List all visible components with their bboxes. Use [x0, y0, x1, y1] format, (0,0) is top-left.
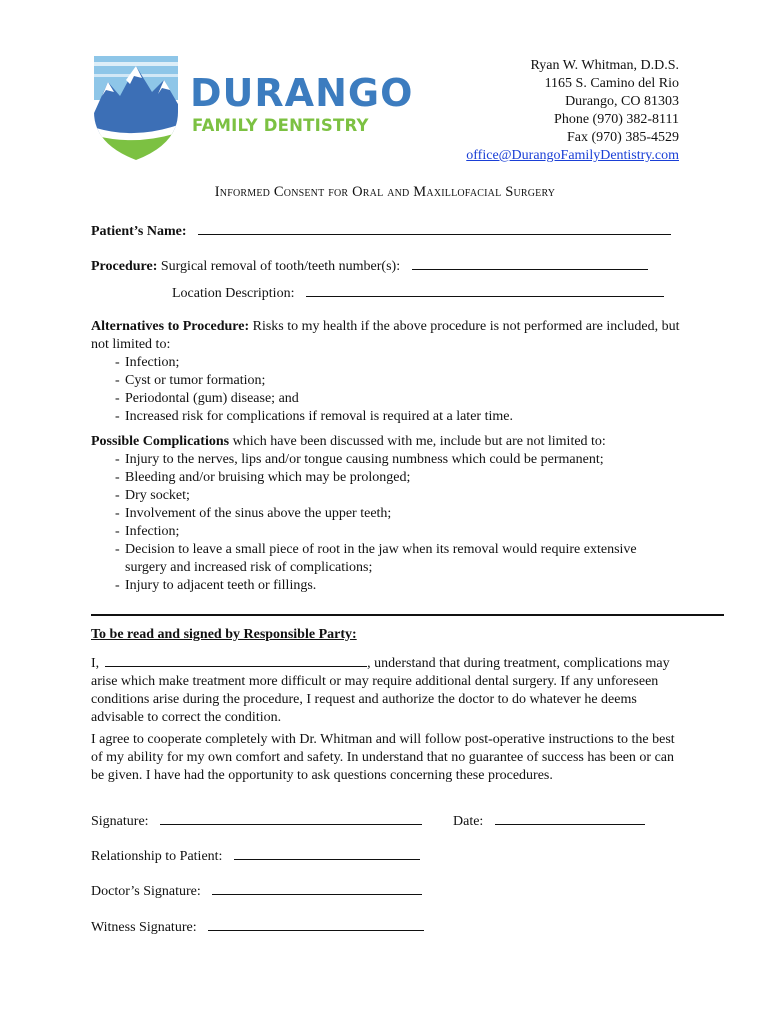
complications-section	[91, 433, 681, 595]
relationship-row	[91, 846, 420, 866]
doctor-signature-row	[91, 881, 422, 901]
patient-name-row	[91, 221, 671, 241]
address-line-2: Durango, CO 81303	[565, 94, 679, 109]
brand-name: DURANGO	[190, 71, 414, 115]
practice-logo	[90, 52, 414, 164]
location-label: Location Description:	[172, 286, 295, 301]
responsible-party-name-field[interactable]	[105, 653, 367, 667]
alternatives-heading: Alternatives to Procedure:	[91, 319, 250, 334]
witness-signature-row	[91, 917, 424, 937]
doctor-signature-field[interactable]	[212, 881, 422, 895]
date-field[interactable]	[495, 811, 645, 825]
complications-intro: Possible Complications which have been discussed with me, include but are not limited to:	[91, 434, 606, 449]
list-item: - Bleeding and/or bruising which may be prolonged;	[115, 470, 411, 485]
signature-field[interactable]	[160, 811, 422, 825]
witness-signature-field[interactable]	[208, 917, 424, 931]
location-row	[172, 283, 664, 303]
consent-heading-block	[91, 626, 681, 644]
email-link[interactable]: office@DurangoFamilyDentistry.com	[466, 148, 679, 163]
list-item: - Increased risk for complications if removal is required at a later time.	[115, 409, 513, 424]
address-line-1: 1165 S. Camino del Rio	[544, 76, 679, 91]
alternatives-intro: Alternatives to Procedure: Risks to my health if the above procedure is not performed are included, but not limited to:	[91, 319, 680, 352]
list-item: - Injury to the nerves, lips and/or tongue causing numbness which could be permanent;	[115, 452, 604, 467]
list-item: - Cyst or tumor formation;	[115, 373, 266, 388]
mountain-shield-icon	[90, 52, 186, 164]
fax-number: Fax (970) 385-4529	[567, 130, 679, 145]
procedure-row	[91, 256, 648, 276]
list-item: - Involvement of the sinus above the upper teeth;	[115, 506, 392, 521]
list-item: - Injury to adjacent teeth or fillings.	[115, 578, 317, 593]
list-item: - Decision to leave a small piece of root in the jaw when its removal would require extensive surgery and increased risk of complications;	[115, 542, 637, 575]
relationship-field[interactable]	[234, 846, 420, 860]
consent-paragraph-1: I, , understand that during treatment, complications may arise which make treatment more difficult or may require additional dental surgery. If any unforeseen conditions arise during the procedure, I request and authorize the doctor to do whatever he deems advisable to correct the condition.	[91, 653, 676, 727]
consent-heading: To be read and signed by Responsible Party:	[91, 627, 357, 642]
list-item: - Infection;	[115, 524, 180, 539]
date-label: Date:	[453, 814, 484, 829]
brand-tagline: FAMILY DENTISTRY	[192, 116, 369, 135]
alternatives-section	[91, 318, 681, 426]
patient-name-label: Patient’s Name:	[91, 224, 187, 239]
complications-list	[91, 451, 681, 595]
procedure-text: Surgical removal of tooth/teeth number(s):	[160, 259, 401, 274]
phone-number: Phone (970) 382-8111	[554, 112, 679, 127]
relationship-label: Relationship to Patient:	[91, 849, 223, 864]
date-row	[453, 811, 645, 831]
complications-heading: Possible Complications	[91, 434, 230, 449]
contact-block	[466, 57, 679, 165]
witness-signature-label: Witness Signature:	[91, 920, 197, 935]
alternatives-list	[91, 354, 681, 426]
section-divider	[91, 614, 724, 616]
patient-name-field[interactable]	[198, 221, 671, 235]
procedure-label: Procedure:	[91, 259, 158, 274]
tooth-number-field[interactable]	[412, 256, 648, 270]
doctor-signature-label: Doctor’s Signature:	[91, 884, 201, 899]
list-item: - Infection;	[115, 355, 180, 370]
signature-row	[91, 811, 422, 831]
doctor-name: Ryan W. Whitman, D.D.S.	[530, 58, 679, 73]
page-title: Informed Consent for Oral and Maxillofacial Surgery	[214, 184, 556, 200]
list-item: - Dry socket;	[115, 488, 190, 503]
list-item: - Periodontal (gum) disease; and	[115, 391, 299, 406]
signature-label: Signature:	[91, 814, 149, 829]
consent-paragraph-2: I agree to cooperate completely with Dr. Whitman and will follow post-operative instructions to the best of my ability for my own comfort and safety. In understand that no guarantee of success has been or can be given. I have had the opportunity to ask questions concerning these procedures.	[91, 732, 675, 783]
location-field[interactable]	[306, 283, 664, 297]
